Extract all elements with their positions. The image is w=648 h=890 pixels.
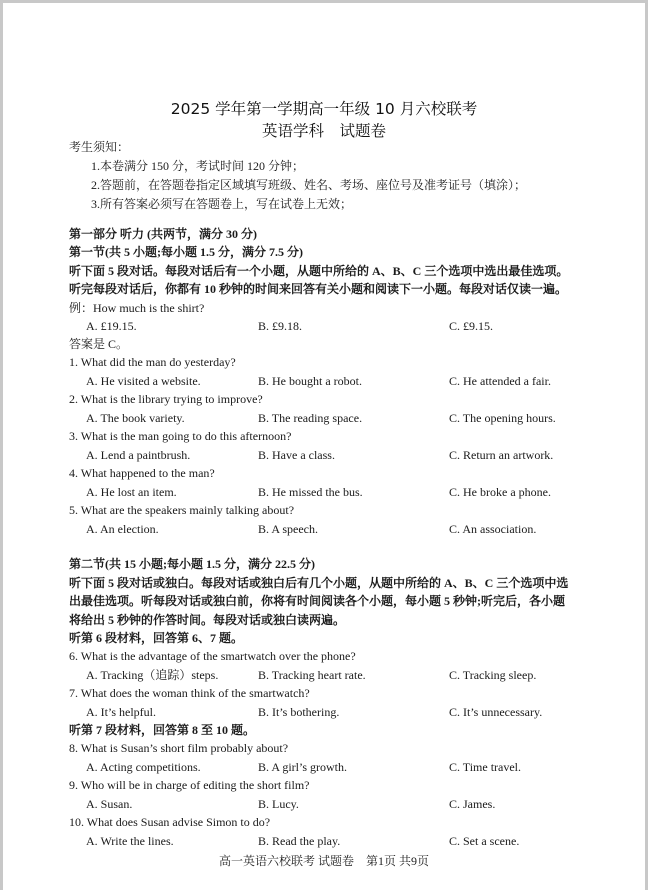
example-option-c: C. £9.15. — [449, 319, 494, 333]
question-10: 10. What does Susan advise Simon to do? — [69, 815, 271, 829]
question-1: 1. What did the man do yesterday? — [69, 355, 236, 369]
option-c: C. Time travel. — [449, 760, 522, 774]
option-a: A. Lend a paintbrush. — [86, 448, 191, 462]
example-option-a: A. £19.15. — [86, 319, 137, 333]
option-b: B. A girl’s growth. — [258, 760, 348, 774]
option-a: A. The book variety. — [86, 411, 185, 425]
option-c: C. He attended a fair. — [449, 374, 551, 388]
example-question: 例：How much is the shirt? — [69, 301, 205, 315]
notice-heading: 考生须知： — [69, 140, 130, 154]
material-7-label: 听第 7 段材料，回答第 8 至 10 题。 — [69, 723, 256, 737]
section1-instruction: 听完每段对话后，你都有 10 秒钟的时间来回答有关小题和阅读下一小题。每段对话仅读一遍。 — [69, 282, 568, 296]
material-6-label: 听第 6 段材料，回答第 6、7 题。 — [69, 631, 244, 645]
example-option-b: B. £9.18. — [258, 319, 303, 333]
page-title: 2025 学年第一学期高一年级 10 月六校联考 — [170, 100, 478, 118]
option-a: A. He visited a website. — [86, 374, 201, 388]
question-4: 4. What happened to the man? — [69, 466, 215, 480]
option-c: C. Set a scene. — [449, 834, 520, 848]
example-answer: 答案是 C。 — [69, 337, 129, 351]
section2-instruction: 将给出 5 秒钟的作答时间。每段对话或独白读两遍。 — [69, 613, 346, 627]
option-b: B. Read the play. — [258, 834, 341, 848]
option-a: A. Susan. — [86, 797, 133, 811]
question-3: 3. What is the man going to do this afternoon? — [69, 429, 292, 443]
option-c: C. An association. — [449, 522, 537, 536]
option-a: A. It’s helpful. — [86, 705, 156, 719]
option-b: B. It’s bothering. — [258, 705, 340, 719]
option-c: C. James. — [449, 797, 496, 811]
section2-instruction: 听下面 5 段对话或独白。每段对话或独白后有几个小题，从题中所给的 A、B、C 三个选项中选 — [69, 576, 569, 590]
option-a: A. Write the lines. — [86, 834, 174, 848]
option-b: B. He bought a robot. — [258, 374, 362, 388]
question-2: 2. What is the library trying to improve? — [69, 392, 263, 406]
option-a: A. Acting competitions. — [86, 760, 201, 774]
option-b: B. A speech. — [258, 522, 318, 536]
option-c: C. Tracking sleep. — [449, 668, 537, 682]
option-a: A. An election. — [86, 522, 159, 536]
question-8: 8. What is Susan’s short film probably about? — [69, 741, 289, 755]
question-6: 6. What is the advantage of the smartwatch over the phone? — [69, 649, 356, 663]
question-5: 5. What are the speakers mainly talking about? — [69, 503, 295, 517]
option-a: A. Tracking（追踪）steps. — [86, 668, 219, 682]
notice-item: 2.答题前，在答题卷指定区域填写班级、姓名、考场、座位号及准考证号（填涂）； — [91, 178, 527, 192]
option-a: A. He lost an item. — [86, 485, 177, 499]
option-b: B. Have a class. — [258, 448, 335, 462]
section2-instruction: 出最佳选项。听每段对话或独白前，你将有时间阅读各个小题，每小题 5 秒钟;听完后，各小题 — [69, 594, 565, 608]
option-c: C. He broke a phone. — [449, 485, 551, 499]
question-7: 7. What does the woman think of the smartwatch? — [69, 686, 310, 700]
option-b: B. The reading space. — [258, 411, 363, 425]
option-c: C. The opening hours. — [449, 411, 556, 425]
option-c: C. It’s unnecessary. — [449, 705, 543, 719]
page-footer: 高一英语六校联考 试题卷 第1页 共9页 — [218, 854, 429, 868]
page-subtitle: 英语学科 试题卷 — [261, 122, 386, 140]
notice-item: 3.所有答案必须写在答题卷上，写在试卷上无效； — [91, 197, 353, 211]
document-page — [3, 3, 645, 890]
section1-instruction: 听下面 5 段对话。每段对话后有一个小题，从题中所给的 A、B、C 三个选项中选出最佳选项。 — [69, 264, 569, 278]
option-b: B. Tracking heart rate. — [258, 668, 366, 682]
section2-heading: 第二节(共 15 小题;每小题 1.5 分，满分 22.5 分) — [69, 557, 315, 571]
option-b: B. Lucy. — [258, 797, 299, 811]
question-9: 9. Who will be in charge of editing the short film? — [69, 778, 310, 792]
option-b: B. He missed the bus. — [258, 485, 363, 499]
section1-heading: 第一节(共 5 小题;每小题 1.5 分，满分 7.5 分) — [69, 245, 303, 259]
option-c: C. Return an artwork. — [449, 448, 554, 462]
part1-heading: 第一部分 听力 (共两节，满分 30 分) — [69, 227, 257, 241]
notice-item: 1.本卷满分 150 分，考试时间 120 分钟； — [91, 159, 305, 173]
